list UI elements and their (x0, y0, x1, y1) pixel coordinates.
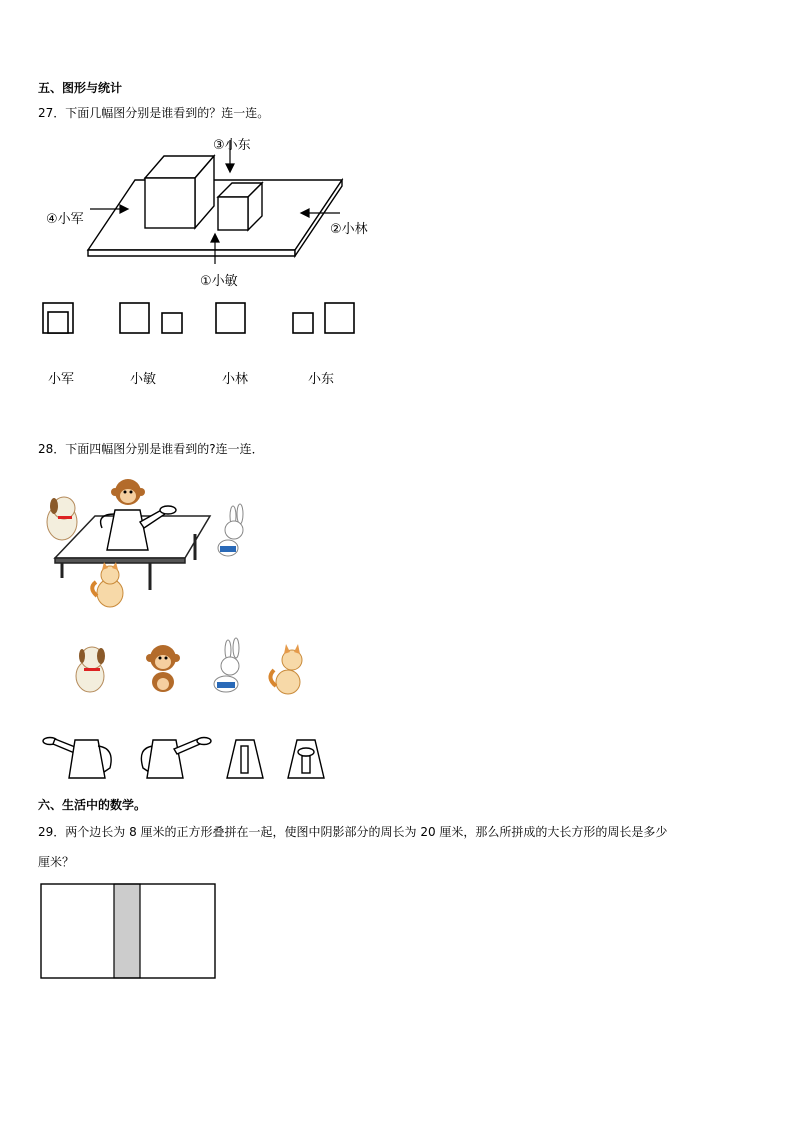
q28-animals (68, 638, 338, 698)
animal-rabbit-icon (214, 638, 239, 692)
q28-scene (40, 478, 260, 598)
view-can-spout-right (141, 738, 211, 779)
dog-icon (47, 497, 77, 540)
small-cube-front (218, 197, 248, 230)
q27-views (40, 300, 380, 340)
overlap-shaded-area (114, 884, 140, 978)
section-heading-5: 五、图形与统计 (38, 81, 123, 95)
arrow-label-top: ③小东 (213, 138, 251, 153)
view-2-big (120, 303, 149, 333)
animal-cat-icon (270, 644, 302, 694)
section-heading-6: 六、生活中的数学。 (38, 798, 147, 812)
rabbit-icon (218, 504, 243, 556)
q28-views (40, 734, 340, 784)
q29-figure (40, 882, 220, 982)
question-27-text: 27．下面几幅图分别是谁看到的？连一连。 (38, 106, 270, 120)
view-2-small (162, 313, 182, 333)
view-trapezoid-knob (288, 740, 324, 778)
question-29-line1: 29．两个边长为 8 厘米的正方形叠拼在一起，使图中阴影部分的周长为 20 厘米，那么所拼成的大长方形的周长是多少 (38, 825, 668, 839)
q27-figure (40, 130, 380, 290)
view-can-spout-left (43, 738, 111, 779)
animal-dog-icon (76, 647, 105, 692)
view-4-big (325, 303, 354, 333)
animal-monkey-icon (146, 645, 180, 692)
name-4: 小东 (308, 372, 335, 387)
big-cube-front (145, 178, 195, 228)
view-3-big (216, 303, 245, 333)
arrow-label-left: ④小军 (46, 212, 84, 227)
question-28-text: 28．下面四幅图分别是谁看到的?连一连． (38, 442, 264, 456)
question-29-line2: 厘米？ (38, 855, 75, 869)
monkey-icon (111, 479, 145, 505)
platform-front (88, 250, 295, 256)
arrow-label-right: ②小林 (330, 222, 368, 237)
view-1-inner (48, 312, 68, 333)
name-3: 小林 (222, 372, 249, 387)
name-1: 小军 (48, 372, 75, 387)
view-trapezoid-slot (227, 740, 263, 778)
arrow-label-bottom: ①小敏 (200, 274, 238, 289)
table-edge (55, 558, 185, 563)
name-2: 小敏 (130, 372, 157, 387)
view-4-small (293, 313, 313, 333)
cat-icon (92, 562, 123, 607)
